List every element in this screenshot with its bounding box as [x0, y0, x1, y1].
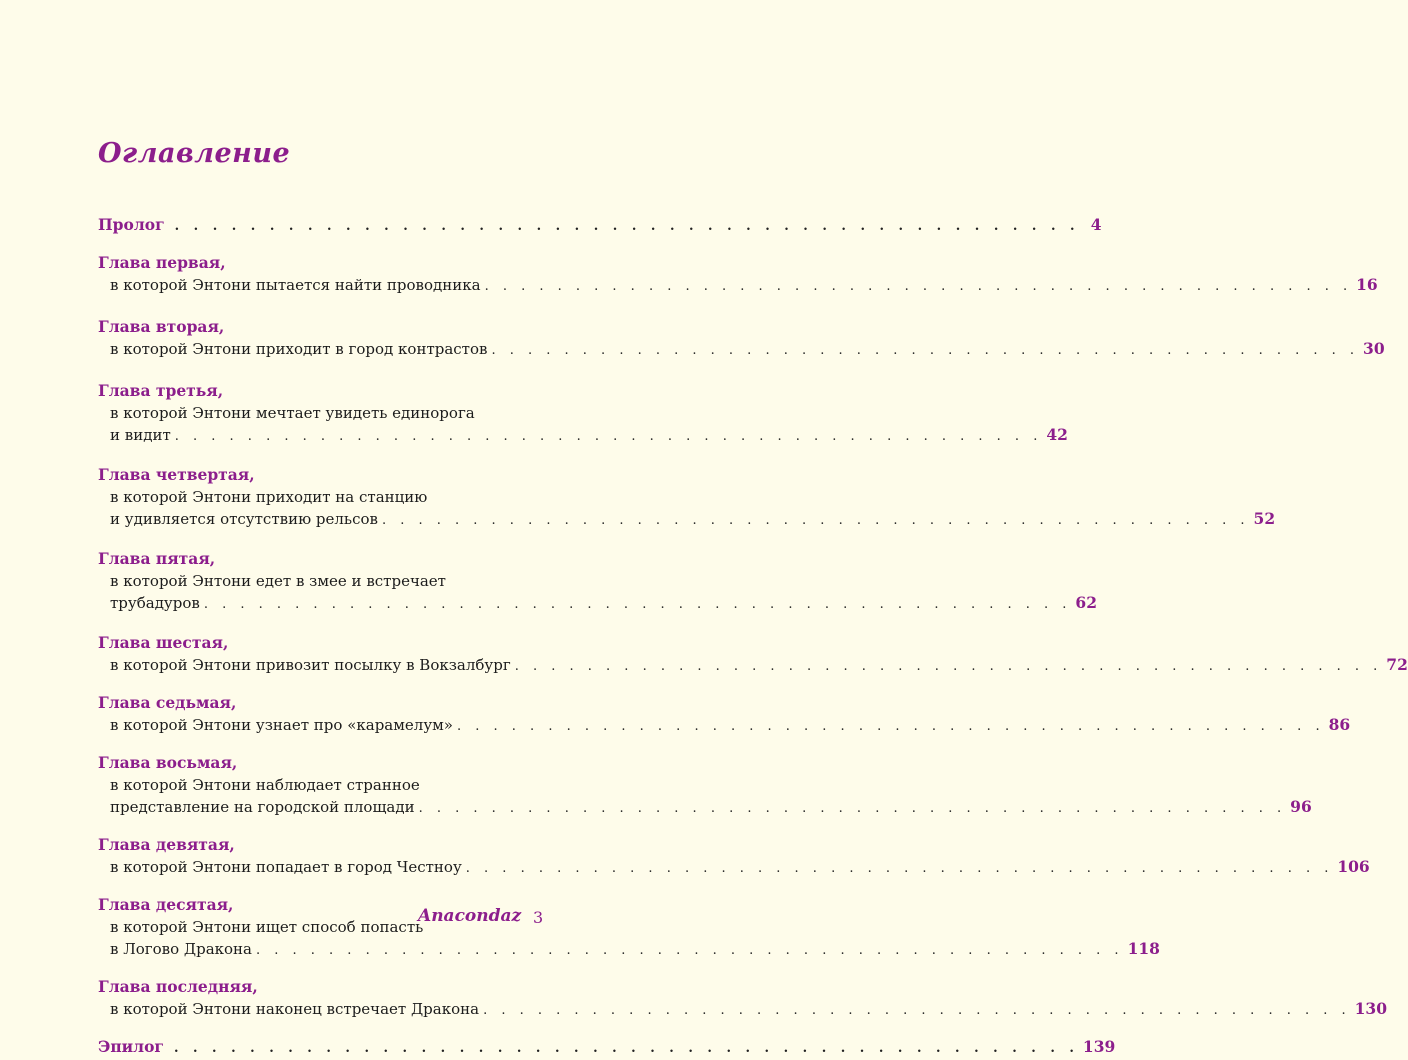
leader-dots: . . . . . . . . . . . . . . . . . . . . . . . . . . . . . . . . . . . . . . . . . . . . . . . . [457, 719, 1325, 734]
toc-heading: Глава пятая, [98, 549, 216, 568]
toc-page-number: 86 [1328, 715, 1351, 734]
toc-description: представление на городской площади [110, 798, 415, 816]
toc-entry[interactable] [98, 894, 1160, 960]
toc-description: в которой Энтони наконец встречает Дракона [110, 1000, 480, 1018]
toc-description: в которой Энтони приходит в город контрастов [110, 340, 488, 358]
toc-entry[interactable] [98, 548, 1097, 614]
leader-dots: . . . . . . . . . . . . . . . . . . . . . . . . . . . . . . . . . . . . . . . . . . . . . . . . [491, 343, 1360, 358]
toc-description: трубадуров [110, 594, 200, 612]
toc-entry[interactable] [98, 632, 1408, 676]
toc-page-number: 118 [1127, 939, 1160, 958]
toc-entry[interactable] [98, 976, 1387, 1020]
toc-description: в Логово Дракона [110, 940, 252, 958]
toc-entry[interactable] [98, 692, 1351, 736]
toc-description: в которой Энтони мечтает увидеть единорога [110, 404, 475, 422]
leader-dots: . . . . . . . . . . . . . . . . . . . . . . . . . . . . . . . . . . . . . . . . . . . . . . . . [174, 219, 1080, 234]
leader-dots: . . . . . . . . . . . . . . . . . . . . . . . . . . . . . . . . . . . . . . . . . . . . . . . . [255, 943, 1124, 958]
leader-dots: . . . . . . . . . . . . . . . . . . . . . . . . . . . . . . . . . . . . . . . . . . . . . . . . [465, 861, 1334, 876]
leader-dots: . . . . . . . . . . . . . . . . . . . . . . . . . . . . . . . . . . . . . . . . . . . . . . . . [484, 279, 1353, 294]
toc-description: в которой Энтони привозит посылку в Вокзалбург [110, 656, 511, 674]
toc-description: и удивляется отсутствию рельсов [110, 510, 378, 528]
toc-page-number: 106 [1337, 857, 1370, 876]
toc-description: в которой Энтони приходит на станцию [110, 488, 428, 506]
toc-description-row [98, 796, 1312, 818]
toc-heading: Глава шестая, [98, 633, 229, 652]
toc-entry[interactable] [98, 380, 1068, 446]
toc-heading-row [98, 1036, 1116, 1058]
toc-entry[interactable] [98, 316, 1385, 360]
toc-entry[interactable] [98, 252, 1378, 296]
toc-heading: Глава седьмая, [98, 693, 237, 712]
toc-description-row [98, 998, 1387, 1020]
toc-description-row [98, 714, 1351, 736]
leader-dots: . . . . . . . . . . . . . . . . . . . . . . . . . . . . . . . . . . . . . . . . . . . . . . . . [173, 1041, 1079, 1056]
toc-description: в которой Энтони ищет способ попасть [110, 918, 424, 936]
toc-entry[interactable] [98, 1036, 1116, 1058]
toc-heading: Эпилог [98, 1037, 164, 1056]
toc-page-number: 30 [1363, 339, 1385, 358]
toc-entry[interactable] [98, 834, 1370, 878]
leader-dots: . . . . . . . . . . . . . . . . . . . . . . . . . . . . . . . . . . . . . . . . . . . . . . . . [174, 429, 1043, 444]
footer-brand: Anacondaz [418, 906, 522, 926]
toc-entry[interactable] [98, 214, 1102, 236]
toc-description: в которой Энтони пытается найти проводника [110, 276, 481, 294]
toc-heading: Глава девятая, [98, 835, 235, 854]
toc-entry[interactable] [98, 464, 1276, 530]
toc-heading: Глава вторая, [98, 317, 225, 336]
toc-heading: Глава третья, [98, 381, 224, 400]
toc-page-number: 16 [1356, 275, 1378, 294]
toc-description-row [98, 592, 1097, 614]
toc-heading: Глава первая, [98, 253, 226, 272]
toc-description-row [98, 856, 1370, 878]
toc-heading: Пролог [98, 215, 165, 234]
leader-dots: . . . . . . . . . . . . . . . . . . . . . . . . . . . . . . . . . . . . . . . . . . . . . . . . [483, 1003, 1351, 1018]
leader-dots: . . . . . . . . . . . . . . . . . . . . . . . . . . . . . . . . . . . . . . . . . . . . . . . . [203, 597, 1072, 612]
toc-page-number: 72 [1386, 655, 1408, 674]
toc-description: в которой Энтони попадает в город Честноу [110, 858, 462, 876]
page-title: Оглавление [98, 138, 291, 169]
toc-page-number: 62 [1075, 593, 1097, 612]
toc-description: в которой Энтони узнает про «карамелум» [110, 716, 453, 734]
toc-page-number: 42 [1046, 425, 1068, 444]
toc-page-number: 130 [1354, 999, 1387, 1018]
toc-heading: Глава десятая, [98, 895, 234, 914]
toc-description-row [98, 508, 1276, 530]
toc-heading: Глава последняя, [98, 977, 258, 996]
toc-page-number: 4 [1090, 215, 1102, 234]
toc-description-row [98, 938, 1160, 960]
leader-dots: . . . . . . . . . . . . . . . . . . . . . . . . . . . . . . . . . . . . . . . . . . . . . . . . [514, 659, 1383, 674]
table-of-contents [98, 198, 1408, 1058]
leader-dots: . . . . . . . . . . . . . . . . . . . . . . . . . . . . . . . . . . . . . . . . . . . . . . . . [418, 801, 1287, 816]
toc-description: и видит [110, 426, 171, 444]
toc-description-row [98, 424, 1068, 446]
footer-page-number: 3 [533, 908, 544, 927]
toc-entry[interactable] [98, 752, 1312, 818]
toc-description: в которой Энтони едет в змее и встречает [110, 572, 446, 590]
toc-description-row [98, 654, 1408, 676]
leader-dots: . . . . . . . . . . . . . . . . . . . . . . . . . . . . . . . . . . . . . . . . . . . . . . . . [381, 513, 1250, 528]
toc-heading-row [98, 214, 1102, 236]
toc-description-row [98, 338, 1385, 360]
toc-page-number: 139 [1082, 1037, 1116, 1056]
toc-heading: Глава восьмая, [98, 753, 238, 772]
toc-page-number: 52 [1253, 509, 1276, 528]
toc-description-row [98, 274, 1378, 296]
toc-description: в которой Энтони наблюдает странное [110, 776, 420, 794]
toc-page-number: 96 [1290, 797, 1312, 816]
toc-heading: Глава четвертая, [98, 465, 255, 484]
